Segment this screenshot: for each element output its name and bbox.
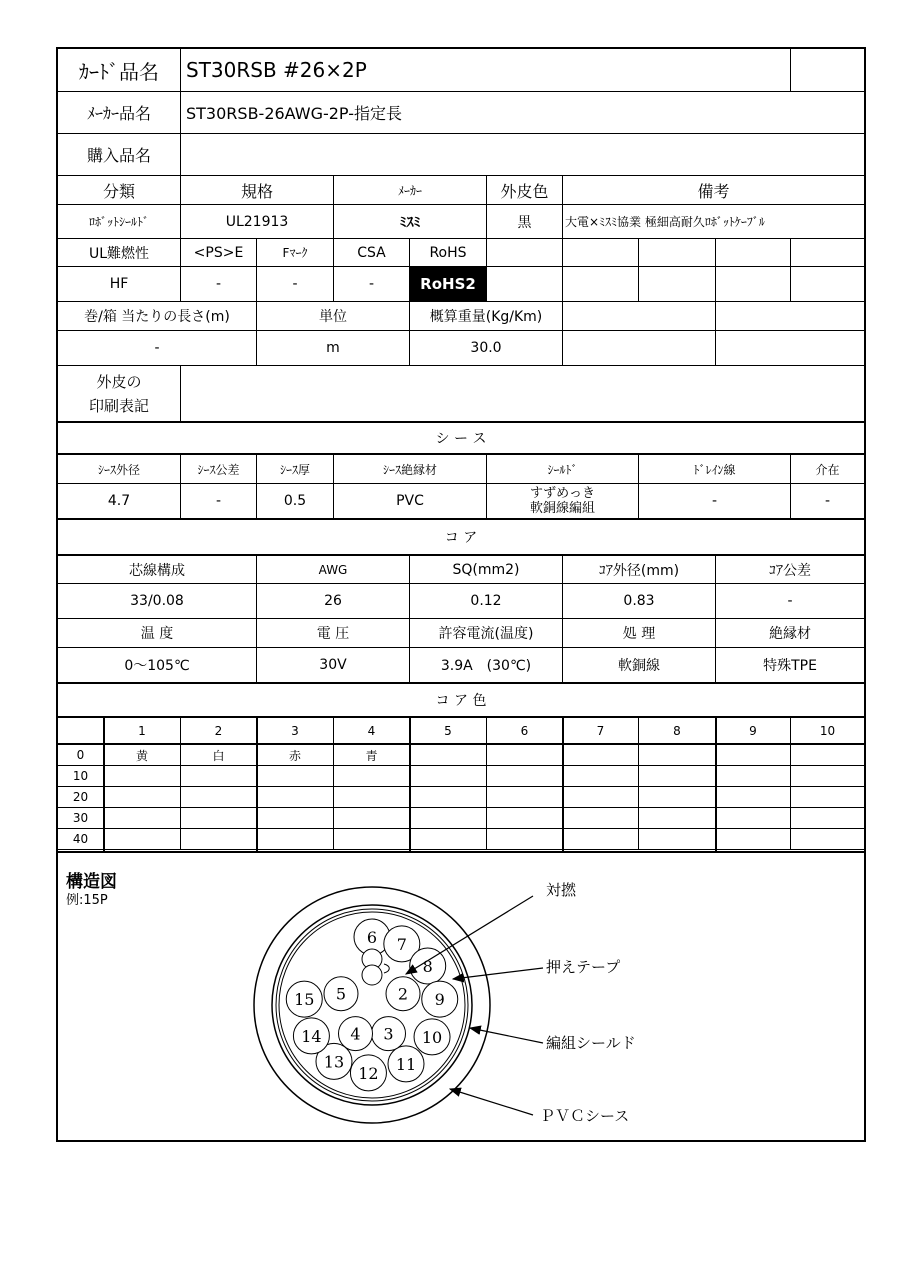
sheath-insulation-header: ｼｰｽ絶縁材 [334, 455, 487, 484]
sheath-thickness-value: 0.5 [257, 484, 334, 520]
core-color-cell [716, 829, 791, 850]
core-color-cell [257, 829, 334, 850]
core-color-cell [563, 766, 639, 787]
core-number-label: 8 [422, 956, 433, 976]
core-color-cell [487, 766, 563, 787]
core-color-row-label: 0 [58, 745, 104, 766]
length-per-reel-header: 巻/箱 当たりの長さ(m) [58, 302, 257, 331]
card-name-label: ｶｰﾄﾞ品名 [58, 49, 181, 92]
standard-header: 規格 [181, 176, 334, 205]
core-od-value: 0.83 [563, 584, 716, 619]
core-color-cell [563, 787, 639, 808]
treatment-header: 処 理 [563, 619, 716, 648]
core-tolerance-value: - [716, 584, 864, 619]
csa-header: CSA [334, 239, 410, 267]
sheath-od-header: ｼｰｽ外径 [58, 455, 181, 484]
core-color-cell [410, 787, 487, 808]
cert-blank-header [487, 239, 563, 267]
core-color-cell [639, 787, 716, 808]
sq-value: 0.12 [410, 584, 563, 619]
core-color-col-header: 9 [716, 718, 791, 745]
packaging-blank [563, 302, 716, 331]
print-marking-value [181, 366, 864, 423]
core-color-cell [104, 787, 181, 808]
core-color-cell: 白 [181, 745, 257, 766]
core-color-cell [257, 808, 334, 829]
core-color-col-header: 5 [410, 718, 487, 745]
core-color-col-header: 4 [334, 718, 410, 745]
core-color-cell [181, 808, 257, 829]
maker-name-value: ST30RSB-26AWG-2P-指定長 [181, 92, 864, 134]
core-color-cell [639, 829, 716, 850]
conductor-construction-header: 芯線構成 [58, 556, 257, 584]
maker-value: ﾐｽﾐ [334, 205, 487, 239]
grid-divider [409, 718, 411, 852]
core-color-cell [791, 766, 864, 787]
core-color-cell [334, 766, 410, 787]
allowable-current-header: 許容電流(温度) [410, 619, 563, 648]
sheath-od-value: 4.7 [58, 484, 181, 520]
drain-wire-header: ﾄﾞﾚｲﾝ線 [639, 455, 791, 484]
f-mark-value: - [257, 267, 334, 302]
purchase-name-value [181, 134, 864, 176]
core-color-col-header: 10 [791, 718, 864, 745]
core-group [286, 919, 457, 1091]
core-section-title: コ ア [58, 520, 864, 556]
core-color-col-header: 7 [563, 718, 639, 745]
core-color-cell [487, 745, 563, 766]
filler-value: - [791, 484, 864, 520]
core-color-cell [791, 808, 864, 829]
ul-flame-value: HF [58, 267, 181, 302]
sq-header: SQ(mm2) [410, 556, 563, 584]
csa-value: - [334, 267, 410, 302]
sheath-insulation-value: PVC [334, 484, 487, 520]
cert-blank-header [639, 239, 716, 267]
structure-diagram [58, 853, 864, 1140]
packaging-blank [716, 302, 864, 331]
shield-header: ｼｰﾙﾄﾞ [487, 455, 639, 484]
rohs-header: RoHS [410, 239, 487, 267]
sheath-thickness-header: ｼｰｽ厚 [257, 455, 334, 484]
core-number-label: 7 [396, 934, 407, 954]
core-color-col-header: 6 [487, 718, 563, 745]
ul-flame-header: UL難燃性 [58, 239, 181, 267]
core-color-cell [487, 787, 563, 808]
core-color-cell [334, 787, 410, 808]
core-color-col-header: 3 [257, 718, 334, 745]
sheath-section-title: シ ー ス [58, 423, 864, 455]
cert-blank-value [563, 267, 639, 302]
core-color-cell [716, 766, 791, 787]
voltage-header: 電 圧 [257, 619, 410, 648]
core-color-cell [410, 829, 487, 850]
core-color-cell [487, 808, 563, 829]
unit-value: m [257, 331, 410, 366]
callout-pvc-sheath: ＰＶＣシース [540, 1107, 630, 1125]
arrow-braid-shield [470, 1028, 543, 1043]
core-number-label: 2 [397, 984, 409, 1004]
core-color-cell [791, 829, 864, 850]
purchase-name-label: 購入品名 [58, 134, 181, 176]
conductor-construction-value: 33/0.08 [58, 584, 257, 619]
core-color-cell: 赤 [257, 745, 334, 766]
core-number-label: 14 [301, 1026, 322, 1046]
core-number-label: 10 [421, 1027, 443, 1047]
maker-header: ﾒｰｶｰ [334, 176, 487, 205]
core-number-label: 5 [335, 984, 347, 1004]
shield-value-line2: 軟銅線編組 [529, 501, 595, 516]
filler-header: 介在 [791, 455, 864, 484]
core-color-cell [487, 829, 563, 850]
core-color-corner [58, 718, 104, 745]
card-name-extra [791, 49, 864, 92]
weight-header: 概算重量(Kg/Km) [410, 302, 563, 331]
sheath-tolerance-value: - [181, 484, 257, 520]
core-color-cell [181, 766, 257, 787]
core-color-cell: 青 [334, 745, 410, 766]
insulation-header: 絶縁材 [716, 619, 864, 648]
voltage-value: 30V [257, 648, 410, 684]
cert-blank-header [716, 239, 791, 267]
temperature-value: 0～105℃ [58, 648, 257, 684]
core-color-cell [104, 808, 181, 829]
drain-wire-value: - [639, 484, 791, 520]
grid-divider [256, 718, 258, 852]
core-color-section-title: コ ア 色 [58, 684, 864, 718]
pse-header: <PS>E [181, 239, 257, 267]
core-color-cell [716, 745, 791, 766]
core-color-cell: 黄 [104, 745, 181, 766]
callout-braid-shield: 編組シールド [546, 1034, 636, 1052]
core-number-label: 9 [434, 990, 445, 1010]
spec-sheet [56, 47, 866, 1142]
allowable-current-value: 3.9A (30℃) [410, 648, 563, 684]
cert-blank-header [791, 239, 864, 267]
cert-blank-header [563, 239, 639, 267]
core-number-label: 3 [383, 1024, 394, 1044]
core-color-cell [791, 787, 864, 808]
core-color-col-header: 1 [104, 718, 181, 745]
cert-blank-value [791, 267, 864, 302]
maker-name-label: ﾒｰｶｰ品名 [58, 92, 181, 134]
sheath-color-header: 外皮色 [487, 176, 563, 205]
core-od-header: ｺｱ外径(mm) [563, 556, 716, 584]
core-color-cell [639, 808, 716, 829]
diagram-title: 構造図 [66, 872, 117, 892]
arrow-pvc-sheath [450, 1089, 533, 1115]
print-label-line1: 外皮の [96, 372, 142, 391]
core-color-cell [334, 829, 410, 850]
core-color-row-label: 30 [58, 808, 104, 829]
classification-value: ﾛﾎﾞｯﾄｼｰﾙﾄﾞ [58, 205, 181, 239]
twisted-pair-center [362, 949, 389, 985]
insulation-value: 特殊TPE [716, 648, 864, 684]
print-marking-label [58, 366, 181, 423]
core-color-cell [791, 745, 864, 766]
core-color-col-header: 2 [181, 718, 257, 745]
core-color-cell [104, 766, 181, 787]
shield-value-line1: すずめっき [529, 486, 595, 501]
arrow-twisted-pair [406, 896, 533, 974]
core-color-cell [181, 787, 257, 808]
core-color-cell [563, 745, 639, 766]
grid-divider [562, 718, 564, 852]
core-color-cell [639, 766, 716, 787]
callout-twisted-pair: 対撚 [546, 881, 577, 899]
f-mark-header: Fﾏｰｸ [257, 239, 334, 267]
packaging-blank [563, 331, 716, 366]
remarks-header: 備考 [563, 176, 864, 205]
standard-value: UL21913 [181, 205, 334, 239]
core-color-cell [410, 745, 487, 766]
core-number-label: 11 [395, 1054, 417, 1074]
diagram-subtitle: 例:15P [66, 893, 108, 908]
cert-blank-value [639, 267, 716, 302]
core-color-cell [104, 829, 181, 850]
core-number-label: 15 [294, 990, 315, 1010]
pse-value: - [181, 267, 257, 302]
cable-cross-section [58, 853, 864, 1140]
core-color-cell [563, 829, 639, 850]
remarks-value: 大電×ﾐｽﾐ協業 極細高耐久ﾛﾎﾞｯﾄｹｰﾌﾞﾙ [563, 205, 864, 239]
awg-value: 26 [257, 584, 410, 619]
core-color-row-label: 20 [58, 787, 104, 808]
core-color-cell [257, 787, 334, 808]
awg-header: AWG [257, 556, 410, 584]
grid-divider [715, 718, 717, 852]
core-color-cell [716, 787, 791, 808]
core-color-cell [181, 829, 257, 850]
length-per-reel-value: - [58, 331, 257, 366]
treatment-value: 軟銅線 [563, 648, 716, 684]
rohs-badge: RoHS2 [410, 267, 487, 302]
sheath-tolerance-header: ｼｰｽ公差 [181, 455, 257, 484]
classification-header: 分類 [58, 176, 181, 205]
packaging-blank [716, 331, 864, 366]
core-color-cell [716, 808, 791, 829]
core-tolerance-header: ｺｱ公差 [716, 556, 864, 584]
cert-blank-value [716, 267, 791, 302]
card-name-value: ST30RSB #26×2P [181, 49, 791, 92]
callout-holding-tape: 押えテープ [546, 958, 621, 976]
core-color-cell [639, 745, 716, 766]
core-color-cell [410, 808, 487, 829]
sheath-color-value: 黒 [487, 205, 563, 239]
core-color-cell [257, 766, 334, 787]
core-color-col-header: 8 [639, 718, 716, 745]
core-number-label: 4 [350, 1024, 361, 1044]
shield-value [487, 484, 639, 520]
cert-blank-value [487, 267, 563, 302]
core-color-row-label: 10 [58, 766, 104, 787]
grid-divider [103, 718, 105, 852]
temperature-header: 温 度 [58, 619, 257, 648]
core-color-cell [410, 766, 487, 787]
core-number-label: 13 [323, 1052, 345, 1072]
core-color-cell [563, 808, 639, 829]
weight-value: 30.0 [410, 331, 563, 366]
core-number-label: 6 [366, 928, 378, 947]
core-color-row-label: 40 [58, 829, 104, 850]
core-number-label: 12 [358, 1063, 379, 1083]
unit-header: 単位 [257, 302, 410, 331]
core-color-cell [334, 808, 410, 829]
print-label-line2: 印刷表記 [88, 396, 149, 415]
